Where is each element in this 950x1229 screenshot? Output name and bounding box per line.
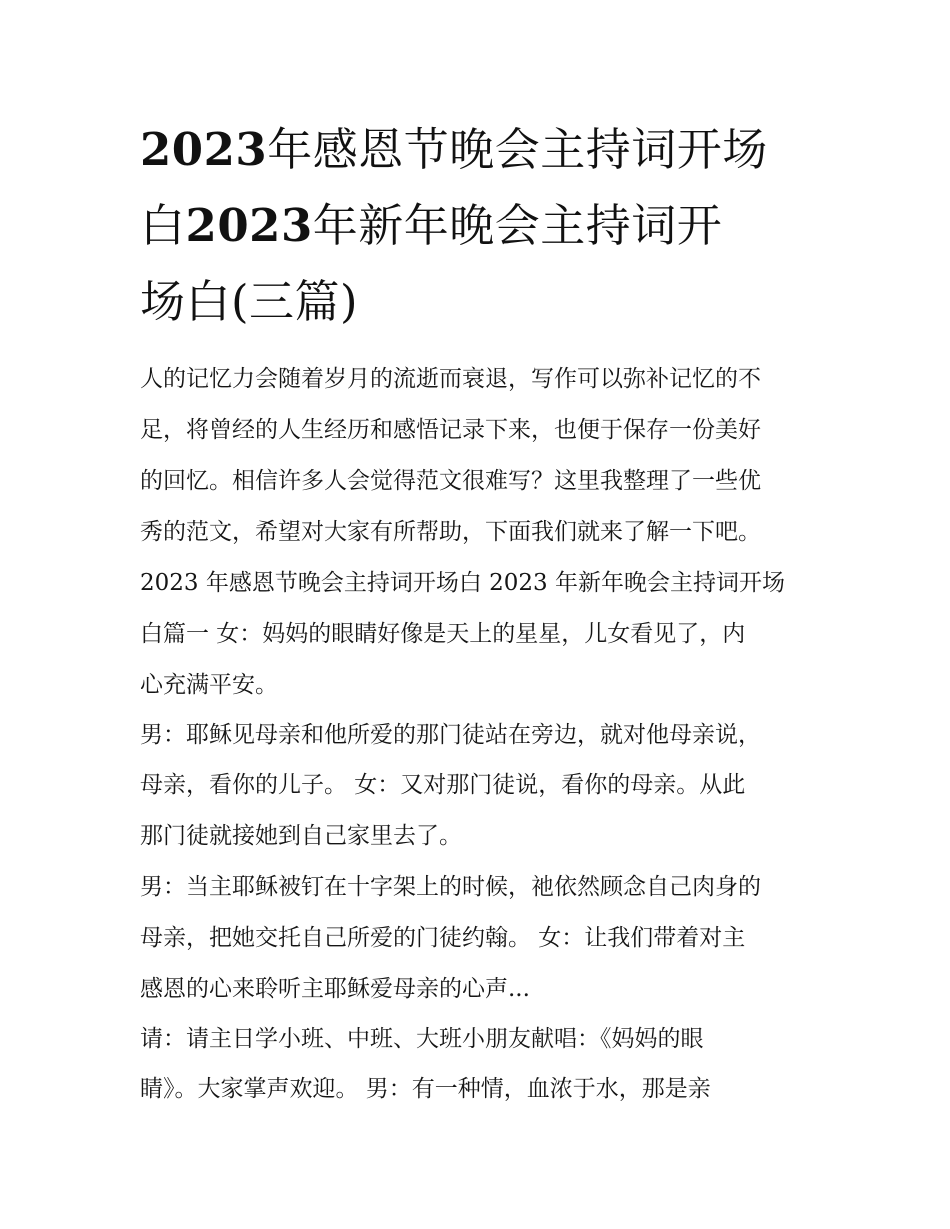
body-line: 2023 年感恩节晚会主持词开场白 2023 年新年晚会主持词开场 (140, 570, 785, 596)
body-line: 的回忆。相信许多人会觉得范文很难写？这里我整理了一些优 (140, 468, 761, 494)
title-line-1-text: 年感恩节晚会主持词开场 (267, 123, 768, 176)
title-line-3: 场白(三篇) (140, 275, 359, 328)
title-year-1: 2023 (140, 123, 268, 176)
body-line: 感恩的心来聆听主耶稣爱母亲的心声... (140, 976, 530, 1002)
title-line-2-text: 年新年晚会主持词开 (312, 199, 723, 252)
body-line: 母亲，看你的儿子。 女：又对那门徒说，看你的母亲。从此 (140, 772, 746, 798)
body-line: 母亲，把她交托自己所爱的门徒约翰。 女：让我们带着对主 (140, 925, 746, 951)
body-line: 男：耶稣见母亲和他所爱的那门徒站在旁边，就对他母亲说， (140, 722, 761, 748)
body-line: 秀的范文，希望对大家有所帮助，下面我们就来了解一下吧。 (140, 519, 761, 545)
body-line: 请：请主日学小班、中班、大班小朋友献唱：《妈妈的眼 (140, 1026, 704, 1052)
title-year-2: 2023 (185, 199, 313, 252)
body-line: 那门徒就接她到自己家里去了。 (140, 823, 462, 849)
body-line: 男：当主耶稣被钉在十字架上的时候，祂依然顾念自己肉身的 (140, 874, 761, 900)
body-line: 心充满平安。 (140, 672, 278, 698)
body-line: 睛》。大家掌声欢迎。 男：有一种情，血浓于水，那是亲 (140, 1076, 711, 1102)
body-line: 足，将曾经的人生经历和感悟记录下来，也便于保存一份美好 (140, 417, 761, 443)
title-line-2-prefix: 白 (140, 199, 186, 252)
document-title (140, 112, 830, 340)
body-line: 白篇一 女：妈妈的眼睛好像是天上的星星，儿女看见了，内 (140, 621, 746, 647)
body-line: 人的记忆力会随着岁月的流逝而衰退，写作可以弥补记忆的不 (140, 366, 761, 392)
